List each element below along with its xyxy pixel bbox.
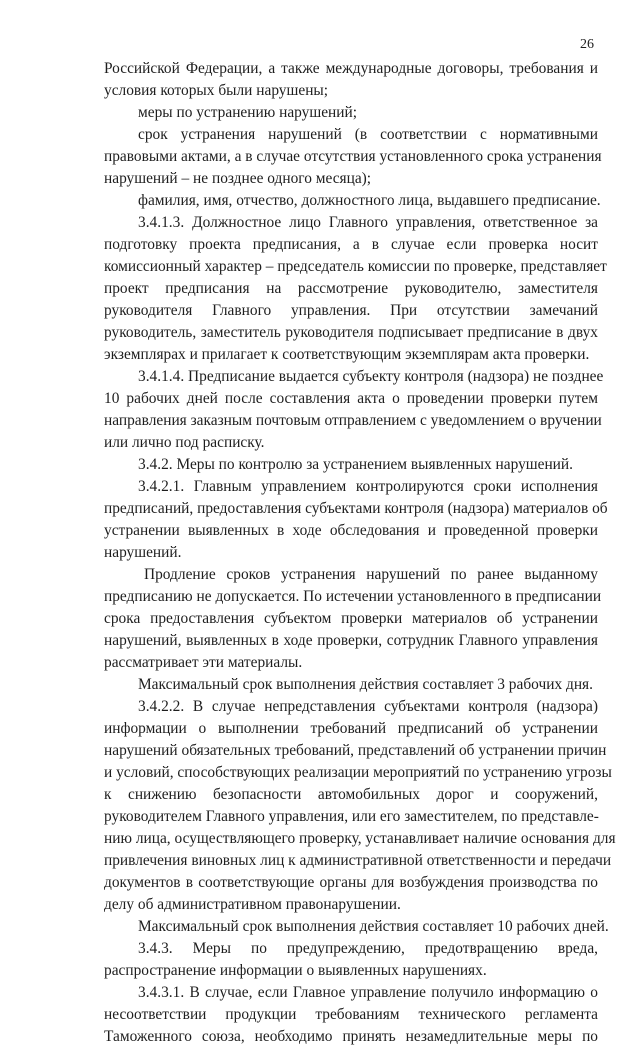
text-line: 3.4.1.4. Предписание выдается субъекту контроля (надзора) не позднее <box>138 368 604 385</box>
text-line: руководителя Главного управления. При отсутствии замечаний <box>104 302 598 319</box>
text-line: экземплярах и прилагает к соответствующим экземплярам акта проверки. <box>104 346 590 363</box>
text-line: нарушений – не позднее одного месяца); <box>104 170 372 187</box>
text-line: срок устранения нарушений (в соответствии с нормативными <box>138 126 598 143</box>
text-line: 3.4.1.3. Должностное лицо Главного управления, ответственное за <box>138 214 598 231</box>
text-line: Максимальный срок выполнения действия составляет 10 рабочих дней. <box>138 918 609 935</box>
text-line: предписаний, предоставления субъектами контроля (надзора) материалов об <box>104 500 608 517</box>
text-line: правовыми актами, а в случае отсутствия установленного срока устранения <box>104 148 602 165</box>
text-line: информации о выполнении требований предписаний об устранении <box>104 720 598 737</box>
text-line: проект предписания на рассмотрение руководителю, заместителя <box>104 280 598 297</box>
text-line: 3.4.3.1. В случае, если Главное управление получило информацию о <box>138 984 598 1001</box>
text-line: Максимальный срок выполнения действия составляет 3 рабочих дня. <box>138 676 593 693</box>
text-line: делу об административном правонарушении. <box>104 896 401 913</box>
text-line: 3.4.2. Меры по контролю за устранением выявленных нарушений. <box>138 456 574 473</box>
document-body <box>104 58 616 1048</box>
text-line: или лично под расписку. <box>104 434 265 451</box>
text-line: нарушений. <box>104 544 182 561</box>
text-line: Российской Федерации, а также международные договоры, требования и <box>104 60 598 77</box>
text-line: документов в соответствующие органы для возбуждения производства по <box>104 874 598 891</box>
text-line: распространение информации о выявленных нарушениях. <box>104 962 487 979</box>
text-line: 3.4.2.2. В случае непредставления субъектами контроля (надзора) <box>138 698 598 715</box>
text-line: условия которых были нарушены; <box>104 82 329 99</box>
text-line: срока предоставления субъектом проверки материалов об устранении <box>104 610 598 627</box>
text-line: Таможенного союза, необходимо принять незамедлительные меры по <box>104 1028 598 1045</box>
text-line: 10 рабочих дней после составления акта о проведении проверки путем <box>104 390 598 407</box>
text-line: 3.4.2.1. Главным управлением контролируются сроки исполнения <box>138 478 598 495</box>
text-line: руководитель, заместитель руководителя подписывает предписание в двух <box>104 324 598 341</box>
text-line: нарушений обязательных требований, представлений об устранении причин <box>104 742 607 759</box>
text-line: нию лица, осуществляющего проверку, устанавливает наличие основания для <box>104 830 616 847</box>
text-line: меры по устранению нарушений; <box>138 104 358 121</box>
text-line: несоответствии продукции требованиям технического регламента <box>104 1006 598 1023</box>
text-line: к снижению безопасности автомобильных дорог и сооружений, <box>104 786 598 803</box>
text-line: и условий, способствующих реализации мероприятий по устранению угрозы <box>104 764 612 781</box>
text-line: рассматривает эти материалы. <box>104 654 303 671</box>
text-line: направления заказным почтовым отправлением с уведомлением о вручении <box>104 412 602 429</box>
text-line: руководителем Главного управления, или его заместителем, по представле- <box>104 808 599 825</box>
text-line: фамилия, имя, отчество, должностного лица, выдавшего предписание. <box>138 192 601 209</box>
text-line: подготовку проекта предписания, а в случае если проверка носит <box>104 236 598 253</box>
text-line: комиссионный характер – председатель комиссии по проверке, представляет <box>104 258 607 275</box>
text-line: Продление сроков устранения нарушений по ранее выданному <box>144 566 598 583</box>
text-line: нарушений, выявленных в ходе проверки, сотрудник Главного управления <box>104 632 598 649</box>
text-line: предписанию не допускается. По истечении установленного в предписании <box>104 588 602 605</box>
text-line: привлечения виновных лиц к административной ответственности и передачи <box>104 852 612 869</box>
page-number: 26 <box>580 37 594 52</box>
text-line: 3.4.3. Меры по предупреждению, предотвращению вреда, <box>138 940 598 957</box>
text-line: устранении выявленных в ходе обследования и проведенной проверки <box>104 522 598 539</box>
